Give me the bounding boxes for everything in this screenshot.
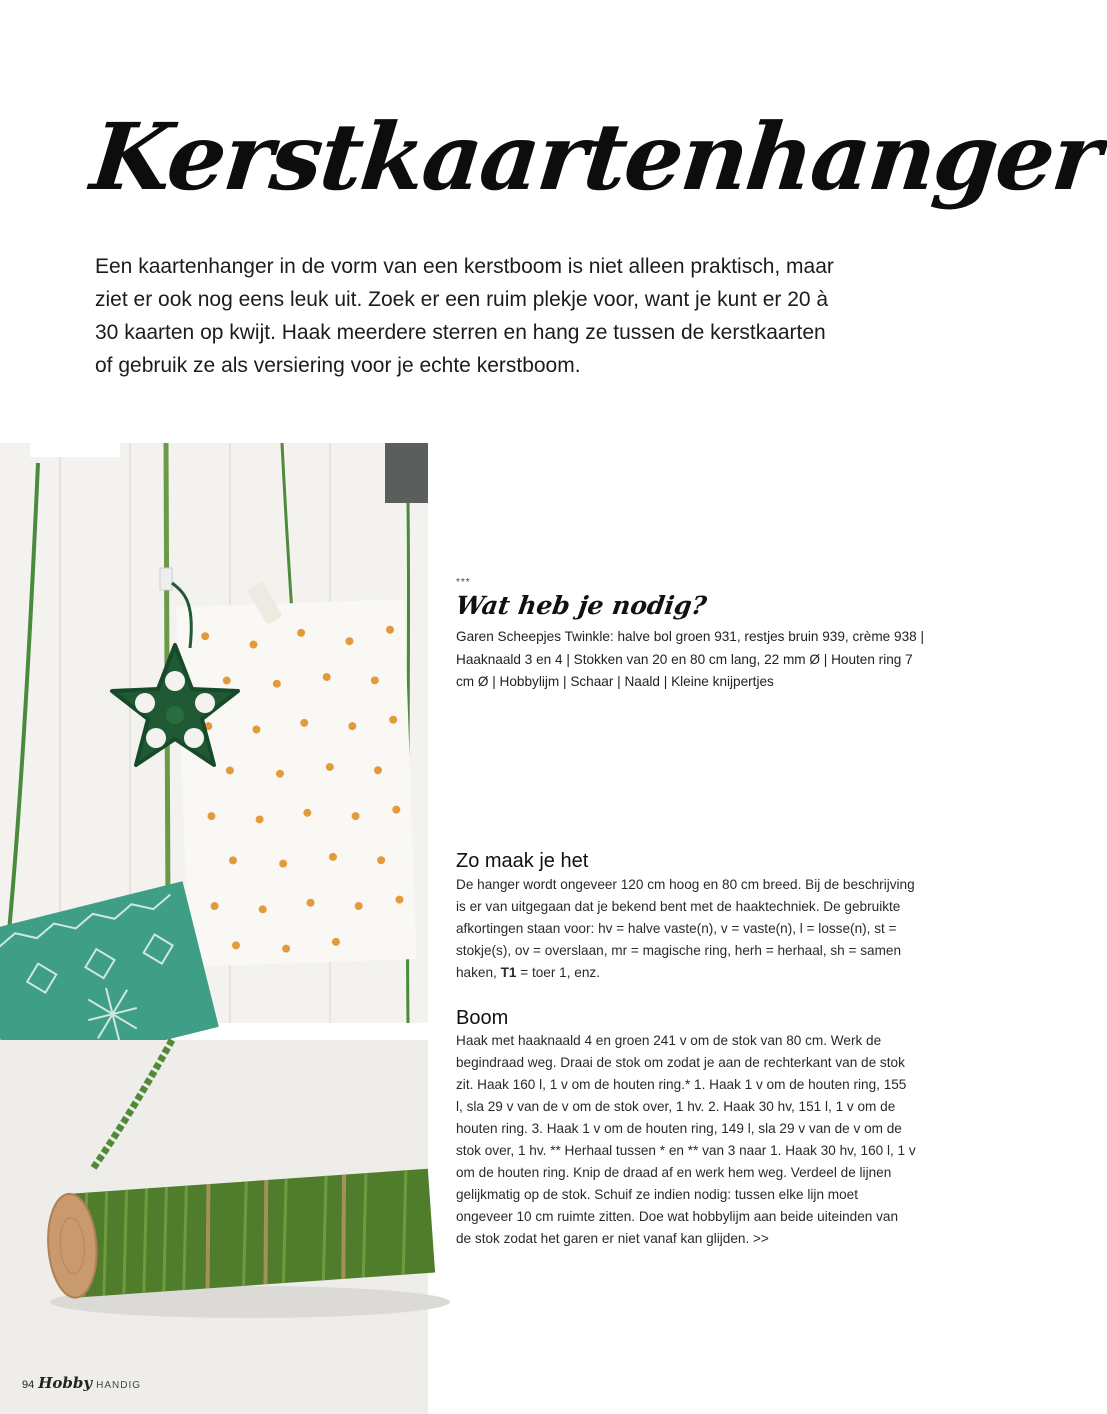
difficulty-stars: *** — [456, 577, 471, 588]
materials-section — [456, 578, 926, 694]
tree-heading: Boom — [456, 1007, 509, 1029]
star-card-photo — [0, 443, 428, 1023]
instructions-text: De hanger wordt ongeveer 120 cm hoog en 80 cm breed. Bij de beschrijving is er van uitgegaan dat je bekend bent met de haaktechniek. De gebruikte afkortingen staan voor: hv = halve vaste(n), v = vaste(n), l = losse(n), st = stokje(s), ov = overslaan, mr = magische ring, herh = herhaal, sh = samen haken, — [456, 877, 915, 980]
round-abbreviation: T1 — [500, 965, 517, 980]
intro-paragraph: Een kaartenhanger in de vorm van een kerstboom is niet alleen praktisch, maar ziet er ook nog eens leuk uit. Zoek er een ruim plekje voor, want je kunt er 20 à 30 kaarten op kwijt. Haak meerdere sterren en hang ze tussen de kerstkaarten of gebruik ze als versiering voor je echte kerstboom. — [95, 255, 834, 377]
materials-list: Garen Scheepjes Twinkle: halve bol groen 931, restjes bruin 939, crème 938 | Haaknaald 3 en 4 | Stokken van 20 en 80 cm lang, 22 mm Ø | Houten ring 7 cm Ø | Hobbylijm | Schaar | Naald | Kleine knijpertjes — [456, 629, 925, 689]
page-number: 94 — [22, 1379, 35, 1391]
materials-heading: Wat heb je nodig? — [454, 591, 709, 620]
wrapped-stick-photo — [0, 1040, 428, 1414]
magazine-logo-caps: HANDIG — [96, 1380, 142, 1391]
tree-instructions: Haak met haaknaald 4 en groen 241 v om de stok van 80 cm. Werk de begindraad weg. Draai de stok om zodat je aan de rechterkant van de stok zit. Haak 160 l, 1 v om de houten ring.* 1. Haak 1 v om de houten ring, 155 l, sla 29 v van de v om de stok over, 1 hv. 2. Haak 30 hv, 151 l, 1 v om de houten ring. 3. Haak 1 v om de houten ring, 149 l, sla 29 v van de v om de stok over, 1 hv. ** Herhaal tussen * en ** van 3 naar 1. Haak 30 hv, 160 l, 1 v om de houten ring. Knip de draad af en werk hem weg. Verdeel de lijnen gelijkmatig op de stok. Schuif ze indien nodig: tussen elke lijn moet ongeveer 10 cm ruimte zitten. Doe wat hobbylijm aan beide uiteinden van de stok zodat het garen er niet vanaf kan glijden. >> — [456, 1033, 916, 1246]
instructions-text-end: = toer 1, enz. — [516, 965, 600, 980]
page-title: Kerstkaartenhanger — [86, 103, 1105, 211]
magazine-logo-script: Hobby — [38, 1374, 93, 1392]
page-footer — [22, 1374, 141, 1394]
instructions-intro — [456, 874, 916, 984]
instructions-heading: Zo maak je het — [456, 850, 589, 872]
